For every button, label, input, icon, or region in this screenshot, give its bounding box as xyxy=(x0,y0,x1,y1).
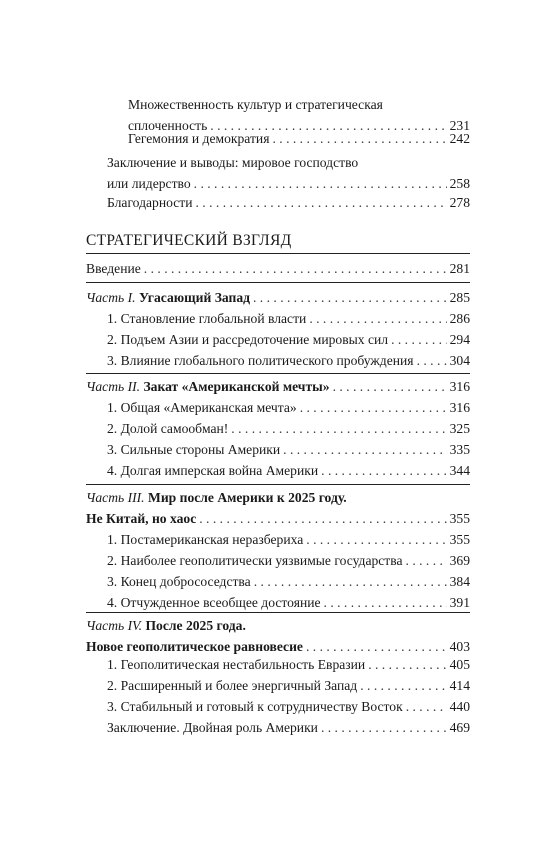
chapter-entry[interactable] xyxy=(107,329,470,350)
leader-dots xyxy=(417,350,447,371)
leader-dots xyxy=(283,439,446,460)
chapter-entry[interactable] xyxy=(107,550,470,571)
page-number: 231 xyxy=(449,118,470,133)
chapter-title: 1. Общая «Американская мечта» xyxy=(107,400,297,415)
toc-entry-conclusion[interactable] xyxy=(107,717,470,738)
page-number: 440 xyxy=(449,699,470,714)
chapter-title: 2. Долой самообман! xyxy=(107,421,229,436)
leader-dots xyxy=(196,192,447,213)
page-number: 384 xyxy=(449,574,470,589)
chapter-title: 1. Становление глобальной власти xyxy=(107,311,307,326)
page-number: 325 xyxy=(449,421,470,436)
chapter-title: 3. Сильные стороны Америки xyxy=(107,442,281,457)
toc-entry-title: Гегемония и демократия xyxy=(128,131,270,146)
leader-dots xyxy=(254,571,447,592)
divider xyxy=(86,373,470,374)
page-number: 285 xyxy=(449,290,470,305)
part-label: Часть II. xyxy=(86,379,141,394)
divider xyxy=(86,253,470,254)
toc-entry-conclusions[interactable] xyxy=(107,152,470,194)
divider xyxy=(86,612,470,613)
chapter-title: 4. Отчужденное всеобщее достояние xyxy=(107,595,321,610)
section-heading: СТРАТЕГИЧЕСКИЙ ВЗГЛЯД xyxy=(86,232,292,249)
toc-part-4[interactable] xyxy=(86,615,470,657)
page-number: 242 xyxy=(449,131,470,146)
toc-part-1[interactable] xyxy=(86,287,470,308)
page-number: 391 xyxy=(449,595,470,610)
page-number: 281 xyxy=(449,261,470,276)
toc-part-3-chapters xyxy=(107,529,470,613)
leader-dots xyxy=(406,550,447,571)
chapter-entry[interactable] xyxy=(107,654,470,675)
leader-dots xyxy=(231,418,446,439)
part-title-cont: Не Китай, но хаос xyxy=(86,511,197,526)
leader-dots xyxy=(333,376,447,397)
chapter-entry[interactable] xyxy=(107,418,470,439)
part-label: Часть III. xyxy=(86,490,145,505)
part-title: Мир после Америки к 2025 году. xyxy=(147,490,347,505)
chapter-entry[interactable] xyxy=(107,439,470,460)
toc-entry-title: Благодарности xyxy=(107,195,193,210)
page-number: 335 xyxy=(449,442,470,457)
chapter-entry[interactable] xyxy=(107,696,470,717)
leader-dots xyxy=(321,460,446,481)
page-number: 355 xyxy=(449,511,470,526)
part-title-cont: Новое геополитическое равновесие xyxy=(86,639,303,654)
divider xyxy=(86,484,470,485)
page-number: 304 xyxy=(449,353,470,368)
leader-dots xyxy=(272,128,446,149)
page-number: 258 xyxy=(449,176,470,191)
page-number: 286 xyxy=(449,311,470,326)
part-title: Угасающий Запад xyxy=(138,290,250,305)
part-title: Закат «Американской мечты» xyxy=(143,379,330,394)
leader-dots xyxy=(391,329,447,350)
chapter-title: 3. Конец добрососедства xyxy=(107,574,251,589)
toc-entry-acknowledgements[interactable] xyxy=(107,192,470,213)
leader-dots xyxy=(368,654,446,675)
page-number: 469 xyxy=(449,720,470,735)
toc-part-4-chapters xyxy=(107,654,470,717)
page-number: 316 xyxy=(449,400,470,415)
leader-dots xyxy=(194,173,447,194)
toc-entry-title-cont: сплоченность xyxy=(128,118,208,133)
toc-entry-title-cont: или лидерство xyxy=(107,176,191,191)
page-number: 355 xyxy=(449,532,470,547)
chapter-entry[interactable] xyxy=(107,308,470,329)
chapter-title: 2. Наиболее геополитически уязвимые государства xyxy=(107,553,403,568)
page-number: 414 xyxy=(449,678,470,693)
chapter-entry[interactable] xyxy=(107,350,470,371)
part-label: Часть I. xyxy=(86,290,136,305)
chapter-entry[interactable] xyxy=(107,675,470,696)
leader-dots xyxy=(324,592,447,613)
leader-dots xyxy=(253,287,447,308)
toc-entry-introduction[interactable] xyxy=(86,258,470,279)
leader-dots xyxy=(306,529,446,550)
page-number: 369 xyxy=(449,553,470,568)
chapter-entry[interactable] xyxy=(107,460,470,481)
chapter-entry[interactable] xyxy=(107,592,470,613)
page-number: 294 xyxy=(449,332,470,347)
chapter-title: 2. Расширенный и более энергичный Запад xyxy=(107,678,358,693)
page-number: 403 xyxy=(449,639,470,654)
leader-dots xyxy=(321,717,447,738)
chapter-title: 4. Долгая имперская война Америки xyxy=(107,463,319,478)
chapter-title: 1. Геополитическая нестабильность Евразии xyxy=(107,657,366,672)
toc-entry-title: Множественность культур и стратегическая xyxy=(128,97,383,112)
chapter-entry[interactable] xyxy=(107,397,470,418)
leader-dots xyxy=(309,308,446,329)
chapter-entry[interactable] xyxy=(107,529,470,550)
toc-part-3[interactable] xyxy=(86,487,470,529)
toc-part-2-chapters xyxy=(107,397,470,481)
part-title: После 2025 года. xyxy=(145,618,246,633)
leader-dots xyxy=(144,258,447,279)
page-number: 278 xyxy=(449,195,470,210)
leader-dots xyxy=(360,675,446,696)
leader-dots xyxy=(300,397,447,418)
leader-dots xyxy=(199,508,446,529)
chapter-title: 2. Подъем Азии и рассредоточение мировых сил xyxy=(107,332,389,347)
toc-entry-title: Заключение и выводы: мировое господство xyxy=(107,155,359,170)
leader-dots xyxy=(406,696,447,717)
chapter-title: 3. Стабильный и готовый к сотрудничеству Восток xyxy=(107,699,403,714)
chapter-title: 3. Влияние глобального политического пробуждения xyxy=(107,353,414,368)
part-label: Часть IV. xyxy=(86,618,143,633)
toc-entry-title: Введение xyxy=(86,261,141,276)
toc-part-2[interactable] xyxy=(86,376,470,397)
toc-part-1-chapters xyxy=(107,308,470,371)
toc-entry-title: Заключение. Двойная роль Америки xyxy=(107,720,318,735)
chapter-entry[interactable] xyxy=(107,571,470,592)
divider xyxy=(86,282,470,283)
toc-entry-hegemony[interactable] xyxy=(128,128,470,149)
page-number: 316 xyxy=(449,379,470,394)
chapter-title: 1. Постамериканская неразбериха xyxy=(107,532,304,547)
page-number: 405 xyxy=(449,657,470,672)
page-number: 344 xyxy=(449,463,470,478)
